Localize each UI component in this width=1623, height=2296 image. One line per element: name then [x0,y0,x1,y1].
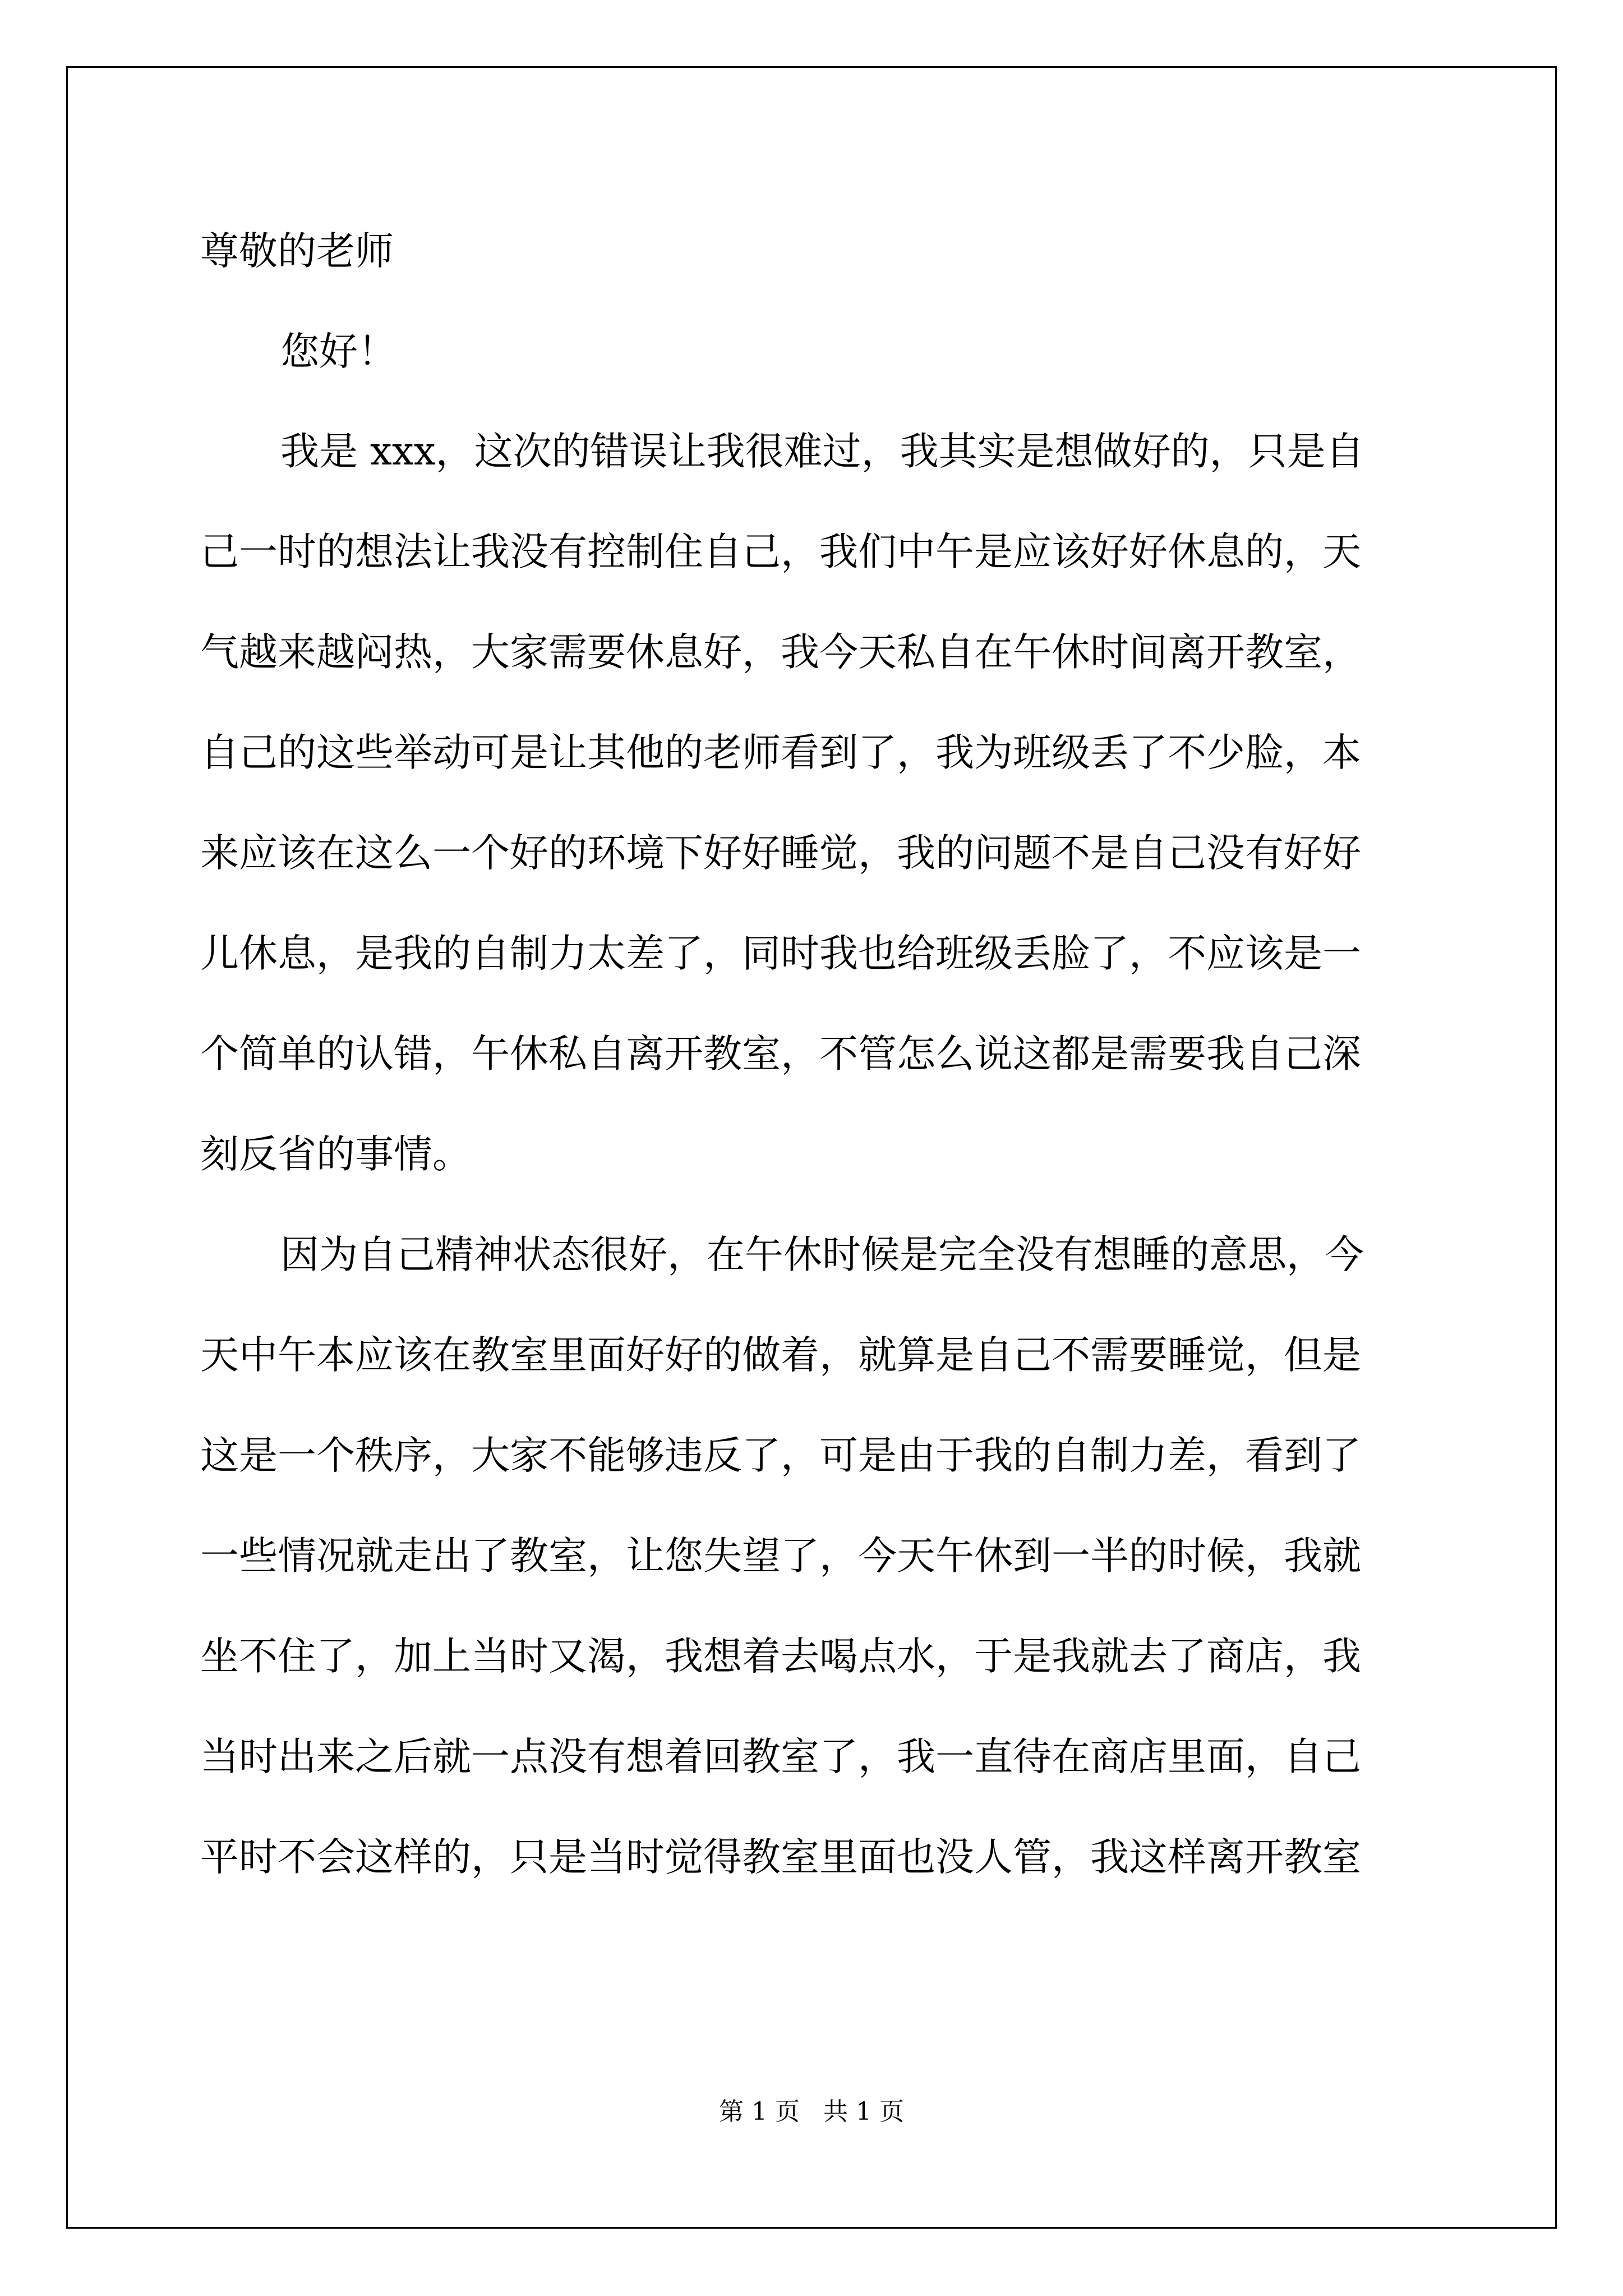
paragraph-line: 来应该在这么一个好的环境下好好睡觉，我的问题不是自己没有好好 [200,831,1361,876]
page-number: 第 1 页 共 1 页 [719,2097,904,2126]
paragraph-line: 天中午本应该在教室里面好好的做着，就算是自己不需要睡觉，但是 [200,1333,1361,1378]
paragraph-line: 坐不住了，加上当时又渴，我想着去喝点水，于是我就去了商店，我 [200,1634,1361,1679]
salutation: 尊敬的老师 [200,229,394,274]
greeting: 您好！ [280,329,396,374]
paragraph-line: 气越来越闷热，大家需要休息好，我今天私自在午休时间离开教室， [200,630,1361,675]
paragraph-line: 自己的这些举动可是让其他的老师看到了，我为班级丢了不少脸，本 [200,730,1361,775]
paragraph-line: 因为自己精神状态很好，在午休时候是完全没有想睡的意思，今 [280,1232,1364,1277]
paragraph-line: 平时不会这样的，只是当时觉得教室里面也没人管，我这样离开教室 [200,1835,1361,1880]
paragraph-line: 个简单的认错，午休私自离开教室，不管怎么说这都是需要我自己深 [200,1032,1361,1076]
paragraph-line: 儿休息，是我的自制力太差了，同时我也给班级丢脸了，不应该是一 [200,931,1361,976]
paragraph-line: 我是 xxx，这次的错误让我很难过，我其实是想做好的，只是自 [280,429,1364,474]
paragraph-line: 刻反省的事情。 [200,1132,471,1177]
paragraph-line: 这是一个秩序，大家不能够违反了，可是由于我的自制力差，看到了 [200,1433,1361,1478]
paragraph-line: 当时出来之后就一点没有想着回教室了，我一直待在商店里面，自己 [200,1734,1361,1779]
paragraph-line: 己一时的想法让我没有控制住自己，我们中午是应该好好休息的，天 [200,530,1361,574]
paragraph-line: 一些情况就走出了教室，让您失望了，今天午休到一半的时候，我就 [200,1534,1361,1579]
